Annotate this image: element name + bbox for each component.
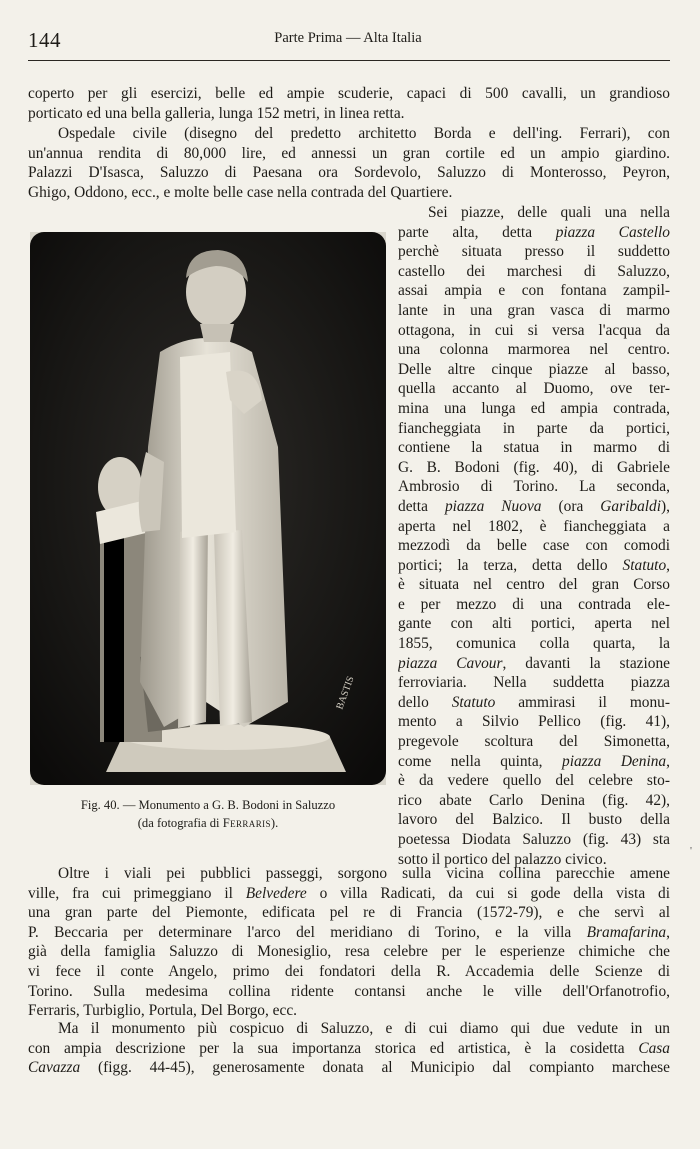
text-line: 1855, comunica colla quarta, la <box>398 635 670 653</box>
text-line: castello dei marchesi di Saluzzo, <box>398 262 670 280</box>
text-line: vi fece il conte Angelo, primo dei fondatori della R. Accademia delle Scienze di <box>28 962 670 980</box>
text-line: e per mezzo di una contrada ele- <box>398 595 670 613</box>
text-line: Cavazza (figg. 44-45), generosamente donata al Municipio dal compianto marchese <box>28 1059 670 1077</box>
text-line: una gran parte del Piemonte, edificata pel re di Francia (1572-79), e che servì al <box>28 904 670 922</box>
running-title: Parte Prima — Alta Italia <box>274 30 422 46</box>
text-line: Ghigo, Oddono, ecc., e molte belle case nella contrada del Quartiere. <box>28 183 453 201</box>
text-line: mina una lunga ed ampia contrada, <box>398 399 670 417</box>
text-line: un'annua rendita di 80,000 lire, ed annessi un gran cortile ed un ampio giardino. <box>28 144 670 162</box>
text-line: fiancheggiata in parte da portici, <box>398 419 670 437</box>
text-line: con ampia descrizione per la sua importanza storica ed artistica, è la cosidetta Casa <box>28 1039 670 1057</box>
figure-bodoni-statue <box>30 232 386 785</box>
caption-prefix: (da fotografia di <box>137 816 223 830</box>
text-line: ville, fra cui primeggiano il Belvedere o villa Radicati, da cui si gode della vista di <box>28 884 670 902</box>
paragraph-viali <box>28 864 670 1021</box>
text-line: Ambrosio di Torino. La seconda, <box>398 478 670 496</box>
engraver-signature: BASTIS <box>334 674 357 712</box>
text-line: lante in una gran vasca di marmo <box>398 301 670 319</box>
caption-line-1: Fig. 40. — Monumento a G. B. Bodoni in Saluzzo <box>80 798 336 812</box>
text-line: ottagona, in cui si versa l'acqua da <box>398 321 670 339</box>
paragraph-top <box>28 84 670 123</box>
text-line: Palazzi D'Isasca, Saluzzo di Paesana ora Sordevolo, Saluzzo di Monterosso, Peyron, <box>28 164 670 182</box>
text-line: detta piazza Nuova (ora Garibaldi), <box>398 497 670 515</box>
text-line: Ferraris, Turbiglio, Portula, Del Borgo, ecc. <box>28 1002 298 1020</box>
text-line: pregevole scoltura del Simonetta, <box>398 733 670 751</box>
column-text-piazze <box>398 203 670 869</box>
text-line: Sei piazze, delle quali una nella <box>428 204 670 221</box>
text-line: P. Beccaria per determinare l'arco del meridiano di Torino, e la villa Bramafarina, <box>28 923 670 941</box>
text-line: come nella quinta, piazza Denina, <box>398 752 670 770</box>
text-line: una colonna marmorea nel centro. <box>398 341 670 359</box>
statue-engraving-image <box>30 232 386 785</box>
text-line: assai ampia e con fontana zampil- <box>398 282 670 300</box>
text-line: Ospedale civile (disegno del predetto architetto Borda e dell'ing. Ferrari), con <box>58 125 670 142</box>
text-line: Oltre i viali pei pubblici passeggi, sorgono sulla vicina collina parecchie amene <box>58 865 670 882</box>
text-line: aperta nel 1802, è fiancheggiata a <box>398 517 670 535</box>
text-line: Delle altre cinque piazze al basso, <box>398 360 670 378</box>
header-rule <box>28 60 670 61</box>
text-line: quella accanto al Duomo, ove ter- <box>398 380 670 398</box>
page-header <box>28 24 668 54</box>
text-line: poetessa Diodata Saluzzo (fig. 43) sta <box>398 831 670 848</box>
text-line: perchè situata presso il suddetto <box>398 243 670 261</box>
margin-mark: ' <box>690 845 692 857</box>
text-line: mento a Silvio Pellico (fig. 41), <box>398 713 670 731</box>
text-line: dello Statuto ammirasi il monu- <box>398 693 670 711</box>
figure-caption <box>30 796 386 832</box>
page-number: 144 <box>28 28 61 52</box>
caption-suffix: ). <box>270 816 279 830</box>
text-line: già della famiglia Saluzzo di Monesiglio, resa celebre per le esperienze chimiche che <box>28 943 670 961</box>
text-line: portici; la terza, detta dello Statuto, <box>398 556 670 574</box>
caption-photographer: Ferraris <box>222 816 271 830</box>
text-line: è situata nel centro del gran Corso <box>398 576 670 594</box>
text-line: contiene la statua in marmo di <box>398 439 670 457</box>
text-line: rico abate Carlo Denina (fig. 42), <box>398 791 670 809</box>
text-line: parte alta, detta piazza Castello <box>398 223 670 241</box>
text-line: coperto per gli esercizi, belle ed ampie scuderie, capaci di 500 cavalli, un grandioso <box>28 85 670 102</box>
text-line: G. B. Bodoni (fig. 40), di Gabriele <box>398 458 670 476</box>
text-line: è da vedere quello del celebre sto- <box>398 772 670 790</box>
text-line: Ma il monumento più cospicuo di Saluzzo, e di cui diamo qui due vedute in un <box>58 1020 670 1037</box>
text-line: gante con alti portici, aperta nel <box>398 615 670 633</box>
paragraph-monumento <box>28 1019 670 1078</box>
text-line: Torino. Sulla medesima collina ridente contansi anche le ville dell'Orfanotrofio, <box>28 982 670 1000</box>
caption-line-2 <box>30 814 386 832</box>
text-line: lavoro del Balzico. Il busto della <box>398 811 670 829</box>
text-line: mezzodì da belle case con comodi <box>398 537 670 555</box>
paragraph-ospedale <box>28 124 670 202</box>
text-line: sotto il portico del palazzo civico. <box>398 850 607 868</box>
text-line: ferroviaria. Nella suddetta piazza <box>398 674 670 692</box>
statue-left-leg <box>178 522 208 728</box>
text-line: porticato ed una bella galleria, lunga 152 metri, in linea retta. <box>28 104 405 122</box>
text-line: piazza Cavour, davanti la stazione <box>398 654 670 672</box>
